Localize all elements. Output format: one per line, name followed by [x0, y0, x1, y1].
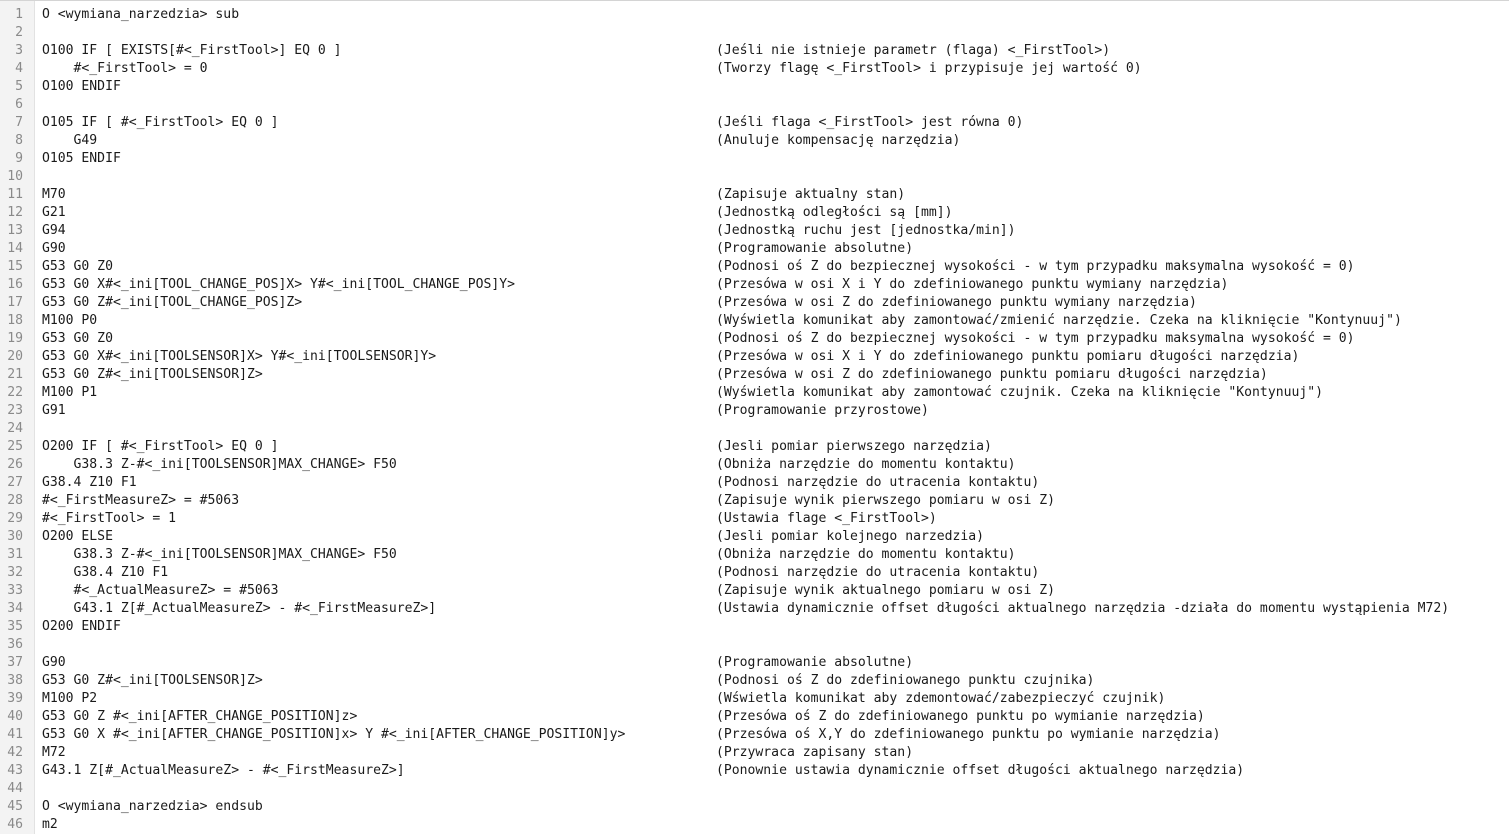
code-lines — [0, 6, 1509, 834]
code-line[interactable] — [0, 636, 1509, 654]
code-line[interactable] — [0, 528, 1509, 546]
code-line[interactable] — [0, 456, 1509, 474]
line-number: 39 — [7, 691, 23, 706]
line-number: 29 — [7, 511, 23, 526]
line-number: 17 — [7, 295, 23, 310]
code-line[interactable] — [0, 186, 1509, 204]
line-number: 27 — [7, 475, 23, 490]
code-text: O <wymiana_narzedzia> sub — [42, 7, 240, 22]
code-line[interactable] — [0, 708, 1509, 726]
code-comment: (Podnosi narzędzie do utracenia kontaktu) — [716, 565, 1040, 580]
code-text: M100 P2 — [42, 691, 98, 706]
code-comment: (Podnosi oś Z do bezpiecznej wysokości - w tym przypadku maksymalna wysokość = 0) — [716, 259, 1355, 274]
code-text: M70 — [42, 187, 66, 202]
code-text: G43.1 Z[#_ActualMeasureZ> - #<_FirstMeasureZ>] — [42, 601, 437, 616]
code-line[interactable] — [0, 546, 1509, 564]
code-line[interactable] — [0, 24, 1509, 42]
code-text: O200 ELSE — [42, 529, 113, 544]
code-line[interactable] — [0, 582, 1509, 600]
line-number: 33 — [7, 583, 23, 598]
code-line[interactable] — [0, 150, 1509, 168]
code-text: G53 G0 Z #<_ini[AFTER_CHANGE_POSITION]z> — [42, 709, 358, 724]
code-line[interactable] — [0, 600, 1509, 618]
code-text: G53 G0 X#<_ini[TOOLSENSOR]X> Y#<_ini[TOOLSENSOR]Y> — [42, 349, 437, 364]
code-line[interactable] — [0, 672, 1509, 690]
line-number: 24 — [7, 421, 23, 436]
code-comment: (Jeśli nie istnieje parametr (flaga) <_FirstTool>) — [716, 43, 1111, 58]
code-line[interactable] — [0, 60, 1509, 78]
line-number: 30 — [7, 529, 23, 544]
line-number: 19 — [7, 331, 23, 346]
code-comment: (Jesli pomiar kolejnego narzedzia) — [716, 529, 985, 544]
code-line[interactable] — [0, 78, 1509, 96]
code-comment: (Ponownie ustawia dynamicznie offset długości aktualnego narzędzia) — [716, 763, 1245, 778]
code-line[interactable] — [0, 744, 1509, 762]
code-line[interactable] — [0, 762, 1509, 780]
line-number: 18 — [7, 313, 23, 328]
line-number: 28 — [7, 493, 23, 508]
code-line[interactable] — [0, 168, 1509, 186]
code-line[interactable] — [0, 564, 1509, 582]
code-text: G53 G0 Z0 — [42, 331, 113, 346]
code-text: G53 G0 Z0 — [42, 259, 113, 274]
code-comment: (Programowanie przyrostowe) — [716, 403, 929, 418]
line-number: 10 — [7, 169, 23, 184]
code-comment: (Zapisuje wynik aktualnego pomiaru w osi Z) — [716, 583, 1055, 598]
code-line[interactable] — [0, 474, 1509, 492]
code-line[interactable] — [0, 294, 1509, 312]
code-comment: (Przesówa w osi Z do zdefiniowanego punktu wymiany narzędzia) — [716, 295, 1197, 310]
code-comment: (Jesli pomiar pierwszego narzędzia) — [716, 439, 992, 454]
code-comment: (Obniża narzędzie do momentu kontaktu) — [716, 457, 1016, 472]
code-comment: (Podnosi oś Z do zdefiniowanego punktu czujnika) — [716, 673, 1095, 688]
code-text: G90 — [42, 655, 66, 670]
code-text: #<_FirstTool> = 0 — [42, 61, 208, 76]
code-comment: (Anuluje kompensację narzędzia) — [716, 133, 961, 148]
code-comment: (Podnosi oś Z do bezpiecznej wysokości - w tym przypadku maksymalna wysokość = 0) — [716, 331, 1355, 346]
line-number: 25 — [7, 439, 23, 454]
line-number: 44 — [7, 781, 23, 796]
code-comment: (Przesówa oś Z do zdefiniowanego punktu po wymianie narzędzia) — [716, 709, 1205, 724]
code-comment: (Ustawia dynamicznie offset długości aktualnego narzędzia -działa do momentu wystąpienia M72) — [716, 601, 1450, 616]
line-number: 35 — [7, 619, 23, 634]
code-comment: (Podnosi narzędzie do utracenia kontaktu) — [716, 475, 1040, 490]
line-number: 38 — [7, 673, 23, 688]
line-number: 11 — [7, 187, 23, 202]
code-comment: (Tworzy flagę <_FirstTool> i przypisuje jej wartość 0) — [716, 61, 1142, 76]
line-number: 20 — [7, 349, 23, 364]
code-text: M72 — [42, 745, 66, 760]
code-line[interactable] — [0, 492, 1509, 510]
code-line[interactable] — [0, 258, 1509, 276]
code-text: G91 — [42, 403, 66, 418]
code-line[interactable] — [0, 96, 1509, 114]
code-comment: (Przywraca zapisany stan) — [716, 745, 914, 760]
code-text: G53 G0 Z#<_ini[TOOLSENSOR]Z> — [42, 673, 263, 688]
line-number: 42 — [7, 745, 23, 760]
code-text: O200 IF [ #<_FirstTool> EQ 0 ] — [42, 439, 279, 454]
code-text: #<_FirstTool> = 1 — [42, 511, 177, 526]
line-number: 14 — [7, 241, 23, 256]
code-line[interactable] — [0, 132, 1509, 150]
line-number: 43 — [7, 763, 23, 778]
code-line[interactable] — [0, 654, 1509, 672]
code-text: G38.3 Z-#<_ini[TOOLSENSOR]MAX_CHANGE> F50 — [42, 457, 397, 472]
code-comment: (Przesówa w osi X i Y do zdefiniowanego punktu wymiany narzędzia) — [716, 277, 1229, 292]
code-comment: (Jeśli flaga <_FirstTool> jest równa 0) — [716, 115, 1024, 130]
code-text: M100 P0 — [42, 313, 98, 328]
code-text: G53 G0 Z#<_ini[TOOL_CHANGE_POS]Z> — [42, 295, 303, 310]
code-text: O100 IF [ EXISTS[#<_FirstTool>] EQ 0 ] — [42, 43, 342, 58]
code-text: G49 — [42, 133, 98, 148]
code-text: O105 ENDIF — [42, 151, 121, 166]
code-text: m2 — [42, 817, 58, 832]
code-text: G90 — [42, 241, 66, 256]
code-line[interactable] — [0, 384, 1509, 402]
code-line[interactable] — [0, 438, 1509, 456]
code-text: G94 — [42, 223, 66, 238]
line-number: 4 — [15, 61, 23, 76]
line-number: 5 — [15, 79, 23, 94]
code-comment: (Przesówa oś X,Y do zdefiniowanego punktu po wymianie narzędzia) — [716, 727, 1221, 742]
line-number: 7 — [15, 115, 23, 130]
code-text: G53 G0 X #<_ini[AFTER_CHANGE_POSITION]x> Y #<_ini[AFTER_CHANGE_POSITION]y> — [42, 727, 626, 742]
code-text: #<_ActualMeasureZ> = #5063 — [42, 583, 279, 598]
code-comment: (Zapisuje wynik pierwszego pomiaru w osi Z) — [716, 493, 1055, 508]
code-text: G21 — [42, 205, 66, 220]
code-text: #<_FirstMeasureZ> = #5063 — [42, 493, 240, 508]
line-number: 1 — [15, 7, 23, 22]
code-line[interactable] — [0, 348, 1509, 366]
code-text: G38.3 Z-#<_ini[TOOLSENSOR]MAX_CHANGE> F50 — [42, 547, 397, 562]
code-line[interactable] — [0, 798, 1509, 816]
code-comment: (Wyświetla komunikat aby zamontować/zmienić narzędzie. Czeka na kliknięcie "Kontynuuj") — [716, 313, 1402, 328]
code-line[interactable] — [0, 780, 1509, 798]
line-number: 34 — [7, 601, 23, 616]
code-line[interactable] — [0, 204, 1509, 222]
code-text: O105 IF [ #<_FirstTool> EQ 0 ] — [42, 115, 279, 130]
line-number: 45 — [7, 799, 23, 814]
code-comment: (Wyświetla komunikat aby zamontować czujnik. Czeka na kliknięcie "Kontynuuj") — [716, 385, 1323, 400]
code-text: M100 P1 — [42, 385, 98, 400]
code-comment: (Jednostką odległości są [mm]) — [716, 205, 953, 220]
line-number: 26 — [7, 457, 23, 472]
code-line[interactable] — [0, 816, 1509, 834]
code-text: O100 ENDIF — [42, 79, 121, 94]
code-line[interactable] — [0, 618, 1509, 636]
code-comment: (Przesówa w osi X i Y do zdefiniowanego punktu pomiaru długości narzędzia) — [716, 349, 1300, 364]
code-line[interactable] — [0, 240, 1509, 258]
line-number: 23 — [7, 403, 23, 418]
line-number: 9 — [15, 151, 23, 166]
line-number: 16 — [7, 277, 23, 292]
code-line[interactable] — [0, 420, 1509, 438]
line-number: 36 — [7, 637, 23, 652]
line-number: 41 — [7, 727, 23, 742]
line-number: 6 — [15, 97, 23, 112]
line-number: 37 — [7, 655, 23, 670]
code-comment: (Obniża narzędzie do momentu kontaktu) — [716, 547, 1016, 562]
code-text: G43.1 Z[#_ActualMeasureZ> - #<_FirstMeasureZ>] — [42, 763, 405, 778]
line-number: 22 — [7, 385, 23, 400]
line-number: 46 — [7, 817, 23, 832]
code-line[interactable] — [0, 402, 1509, 420]
line-number: 32 — [7, 565, 23, 580]
line-number: 40 — [7, 709, 23, 724]
code-text: O200 ENDIF — [42, 619, 121, 634]
code-comment: (Ustawia flage <_FirstTool>) — [716, 511, 937, 526]
line-number: 31 — [7, 547, 23, 562]
line-number: 13 — [7, 223, 23, 238]
code-comment: (Programowanie absolutne) — [716, 655, 914, 670]
code-line[interactable] — [0, 276, 1509, 294]
code-line[interactable] — [0, 6, 1509, 24]
code-text: G38.4 Z10 F1 — [42, 475, 137, 490]
line-number: 8 — [15, 133, 23, 148]
code-line[interactable] — [0, 366, 1509, 384]
line-number: 12 — [7, 205, 23, 220]
code-line[interactable] — [0, 726, 1509, 744]
code-comment: (Wświetla komunikat aby zdemontować/zabezpieczyć czujnik) — [716, 691, 1166, 706]
line-number: 2 — [15, 25, 23, 40]
code-comment: (Jednostką ruchu jest [jednostka/min]) — [716, 223, 1016, 238]
code-line[interactable] — [0, 312, 1509, 330]
code-text: G38.4 Z10 F1 — [42, 565, 169, 580]
code-comment: (Zapisuje aktualny stan) — [716, 187, 906, 202]
code-line[interactable] — [0, 42, 1509, 60]
code-line[interactable] — [0, 114, 1509, 132]
line-number: 15 — [7, 259, 23, 274]
code-text: O <wymiana_narzedzia> endsub — [42, 799, 263, 814]
code-line[interactable] — [0, 510, 1509, 528]
line-number: 3 — [15, 43, 23, 58]
code-line[interactable] — [0, 330, 1509, 348]
code-comment: (Przesówa w osi Z do zdefiniowanego punktu pomiaru długości narzędzia) — [716, 367, 1268, 382]
code-line[interactable] — [0, 222, 1509, 240]
line-number: 21 — [7, 367, 23, 382]
code-text: G53 G0 X#<_ini[TOOL_CHANGE_POS]X> Y#<_ini[TOOL_CHANGE_POS]Y> — [42, 277, 515, 292]
code-text: G53 G0 Z#<_ini[TOOLSENSOR]Z> — [42, 367, 263, 382]
code-line[interactable] — [0, 690, 1509, 708]
code-comment: (Programowanie absolutne) — [716, 241, 914, 256]
